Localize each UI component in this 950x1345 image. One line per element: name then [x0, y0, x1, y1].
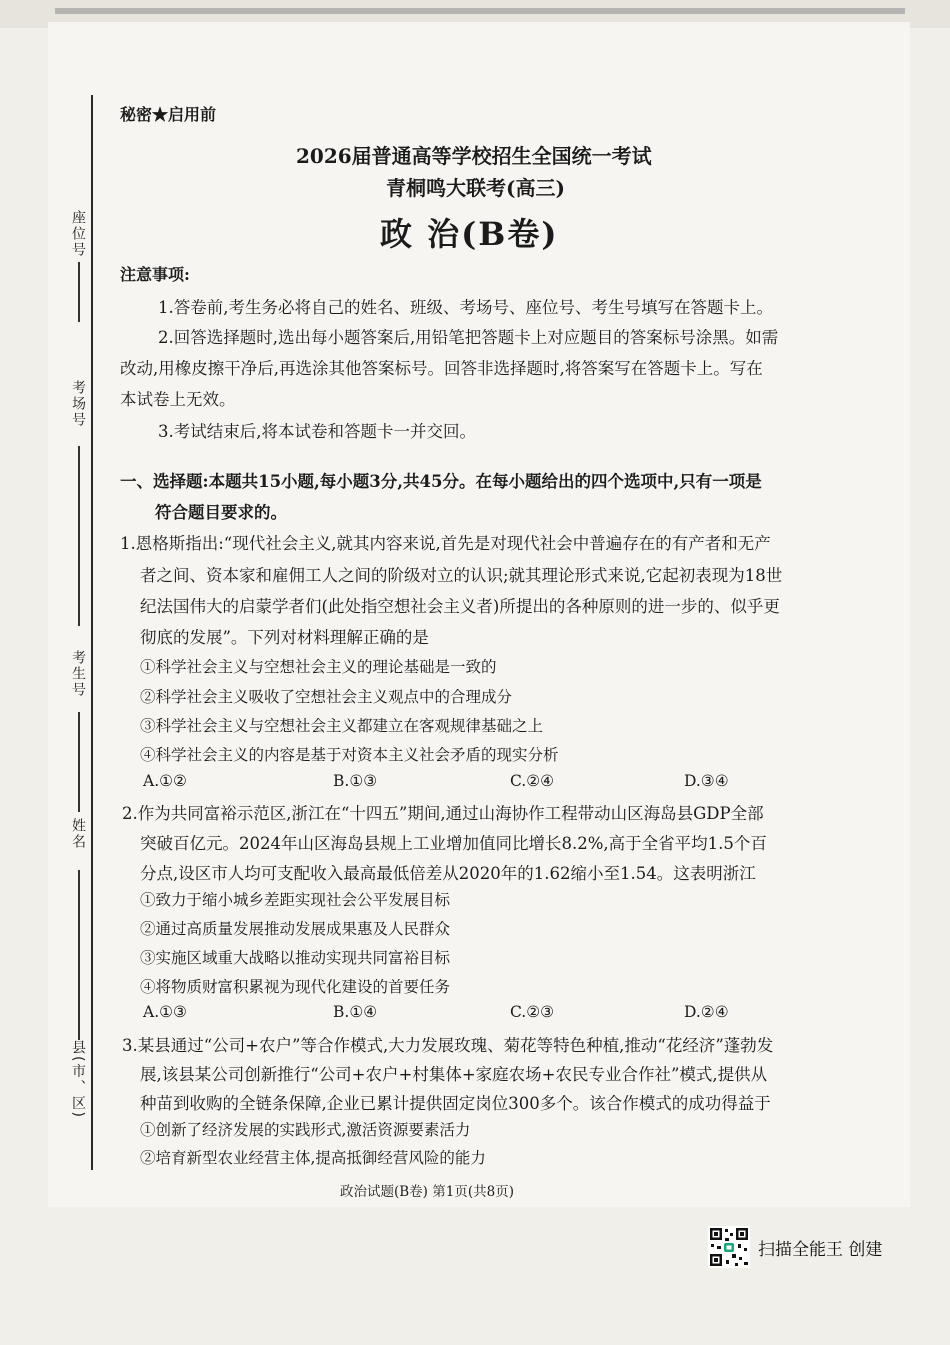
room-label: 考场号 — [70, 380, 86, 428]
scanner-watermark-text: 扫描全能王 创建 — [758, 1240, 883, 1260]
q2-stem-line: 2.作为共同富裕示范区,浙江在“十四五”期间,通过山海协作工程带动山区海岛县GDP全部 — [122, 804, 764, 823]
q2-option-d: D.②④ — [684, 1003, 729, 1021]
q2-statement: ③实施区域重大战略以推动实现共同富裕目标 — [140, 949, 451, 967]
exam-title: 2026届普通高等学校招生全国统一考试 — [296, 144, 652, 168]
section-heading: 一、选择题:本题共15小题,每小题3分,共45分。在每小题给出的四个选项中,只有一项是 — [120, 472, 762, 491]
q1-option-c: C.②④ — [510, 772, 555, 790]
exam-no-fill-line — [78, 712, 80, 812]
note-line: 3.考试结束后,将本试卷和答题卡一并交回。 — [158, 422, 476, 441]
q2-statement: ②通过高质量发展推动发展成果惠及人民群众 — [140, 920, 451, 938]
q1-option-a: A.①② — [143, 772, 187, 790]
notes-heading: 注意事项: — [120, 265, 190, 284]
seat-label: 座位号 — [70, 210, 86, 258]
qr-code-icon — [708, 1226, 750, 1268]
page-footer: 政治试题(B卷) 第1页(共8页) — [340, 1184, 514, 1200]
name-fill-line — [78, 870, 80, 1040]
note-line: 1.答卷前,考生务必将自己的姓名、班级、考场号、座位号、考生号填写在答题卡上。 — [158, 298, 773, 317]
binding-line — [91, 95, 93, 1170]
q2-option-c: C.②③ — [510, 1003, 555, 1021]
q3-stem-line: 3.某县通过“公司+农户”等合作模式,大力发展玫瑰、菊花等特色种植,推动“花经济”蓬勃发 — [122, 1036, 774, 1055]
q1-statement: ③科学社会主义与空想社会主义都建立在客观规律基础之上 — [140, 717, 544, 735]
section-heading-cont: 符合题目要求的。 — [155, 503, 287, 522]
exam-subtitle: 青桐鸣大联考(高三) — [386, 176, 565, 200]
q2-stem-line: 分点,设区市人均可支配收入最高最低倍差从2020年的1.62缩小至1.54。这表明浙江 — [140, 864, 756, 883]
county-label: 县(市、区) — [70, 1040, 86, 1119]
note-line: 改动,用橡皮擦干净后,再选涂其他答案标号。回答非选择题时,将答案写在答题卡上。写在 — [120, 359, 763, 378]
subject-title: 政 治(B卷) — [380, 215, 559, 253]
q2-option-a: A.①③ — [143, 1003, 187, 1021]
secret-mark: 秘密★启用前 — [120, 105, 217, 124]
q1-option-d: D.③④ — [684, 772, 729, 790]
note-line: 本试卷上无效。 — [120, 390, 236, 409]
note-line: 2.回答选择题时,选出每小题答案后,用铅笔把答题卡上对应题目的答案标号涂黑。如需 — [158, 328, 779, 347]
q2-option-b: B.①④ — [333, 1003, 378, 1021]
q3-stem-line: 展,该县某公司创新推行“公司+农户+村集体+家庭农场+农民专业合作社”模式,提供从 — [140, 1065, 768, 1084]
q3-stem-line: 种苗到收购的全链条保障,企业已累计提供固定岗位300多个。该合作模式的成功得益于 — [140, 1094, 771, 1113]
q1-statement: ①科学社会主义与空想社会主义的理论基础是一致的 — [140, 658, 497, 676]
scan-top-edge — [55, 8, 905, 14]
q2-stem-line: 突破百亿元。2024年山区海岛县规上工业增加值同比增长8.2%,高于全省平均1.5个百 — [140, 834, 767, 853]
q1-option-b: B.①③ — [333, 772, 378, 790]
q1-stem-line: 纪法国伟大的启蒙学者们(此处指空想社会主义者)所提出的各种原则的进一步的、似乎更 — [140, 597, 780, 616]
q1-stem-line: 彻底的发展”。下列对材料理解正确的是 — [140, 628, 429, 647]
q1-statement: ②科学社会主义吸收了空想社会主义观点中的合理成分 — [140, 688, 513, 706]
name-label: 姓名 — [70, 818, 86, 850]
seat-fill-line — [78, 262, 80, 322]
q3-statement: ②培育新型农业经营主体,提高抵御经营风险的能力 — [140, 1149, 486, 1167]
q1-stem-line: 1.恩格斯指出:“现代社会主义,就其内容来说,首先是对现代社会中普遍存在的有产者和无产 — [120, 534, 771, 553]
q1-statement: ④科学社会主义的内容是基于对资本主义社会矛盾的现实分析 — [140, 746, 559, 764]
q3-statement: ①创新了经济发展的实践形式,激活资源要素活力 — [140, 1121, 471, 1139]
q1-stem-line: 者之间、资本家和雇佣工人之间的阶级对立的认识;就其理论形式来说,它起初表现为18世 — [140, 566, 783, 585]
q2-statement: ④将物质财富积累视为现代化建设的首要任务 — [140, 978, 451, 996]
q2-statement: ①致力于缩小城乡差距实现社会公平发展目标 — [140, 891, 451, 909]
room-fill-line — [78, 446, 80, 626]
exam-no-label: 考生号 — [70, 650, 86, 698]
